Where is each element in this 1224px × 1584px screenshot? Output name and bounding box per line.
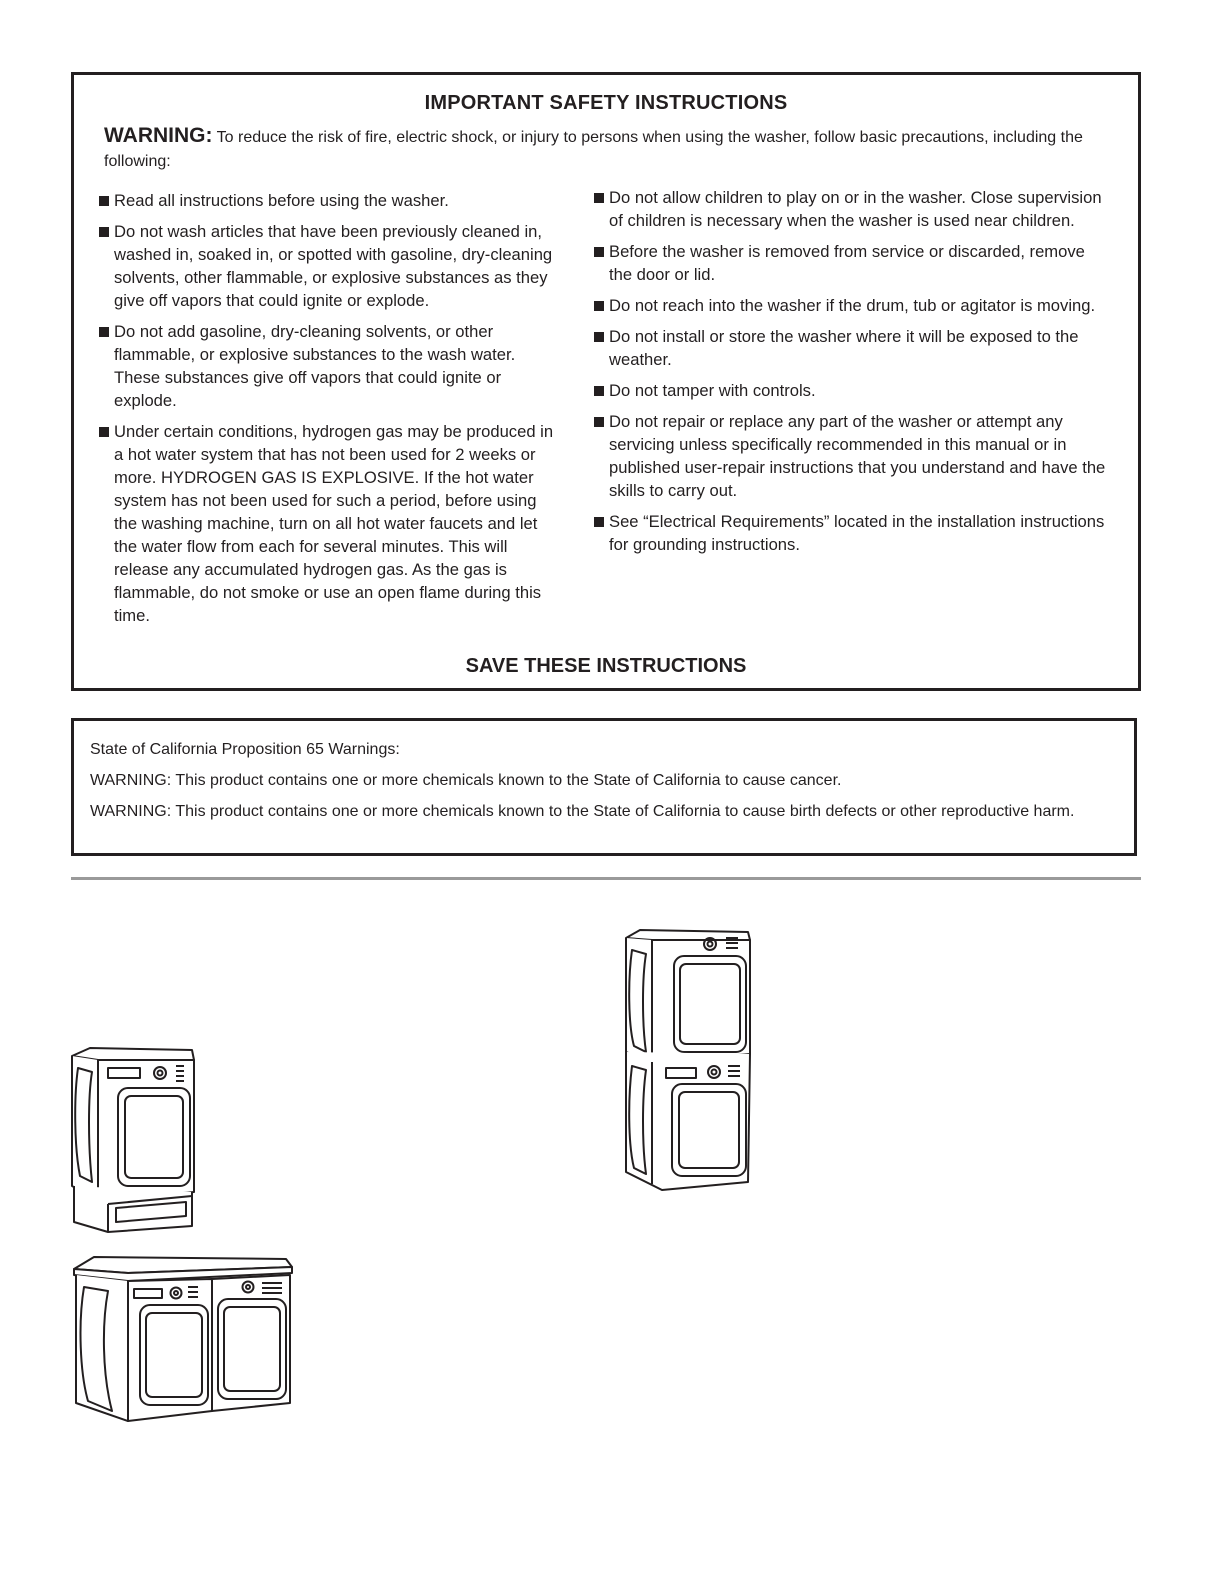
list-item: Do not wash articles that have been previously cleaned in, washed in, soaked in, or spotted with gasoline, dry-cleaning solvents, other flammable, or explosive substances as they give off vapors that could ignite or explode. xyxy=(97,220,557,312)
bullet-square-icon xyxy=(594,417,604,427)
warning-intro xyxy=(104,124,1114,174)
warning-label: WARNING: xyxy=(104,124,213,147)
stacked-washer-dryer-illustration xyxy=(622,928,756,1192)
bullet-square-icon xyxy=(99,427,109,437)
bullet-square-icon xyxy=(594,301,604,311)
safety-title: IMPORTANT SAFETY INSTRUCTIONS xyxy=(424,92,788,114)
list-item: Do not reach into the washer if the drum, tub or agitator is moving. xyxy=(592,294,1112,317)
washer-on-pedestal-illustration xyxy=(68,1046,200,1234)
bullet-square-icon xyxy=(594,332,604,342)
list-item: Under certain conditions, hydrogen gas may be produced in a hot water system that has not been used for 2 weeks or more. HYDROGEN GAS IS EXPLOSIVE. If the hot water system has not been used for such a period, before using the washing machine, turn on all hot water faucets and let the water flow from each for several minutes. This will release any accumulated hydrogen gas. As the gas is flammable, do not smoke or use an open flame during this time. xyxy=(97,420,557,627)
list-item: Read all instructions before using the washer. xyxy=(97,189,557,212)
bullet-square-icon xyxy=(99,227,109,237)
bullet-square-icon xyxy=(594,247,604,257)
list-item: Do not repair or replace any part of the washer or attempt any servicing unless specifically recommended in this manual or in published user-repair instructions that you understand and have the skills to carry out. xyxy=(592,410,1112,502)
save-instructions-heading: SAVE THESE INSTRUCTIONS xyxy=(465,655,747,677)
prop65-birth-defects-warning: WARNING: This product contains one or more chemicals known to the State of California to cause birth defects or other reproductive harm. xyxy=(90,803,1075,820)
bullet-square-icon xyxy=(594,517,604,527)
bullet-square-icon xyxy=(594,386,604,396)
list-item: See “Electrical Requirements” located in the installation instructions for grounding instructions. xyxy=(592,510,1112,556)
left-column xyxy=(97,189,557,635)
prop65-heading: State of California Proposition 65 Warnings: xyxy=(90,741,400,758)
list-item: Do not allow children to play on or in the washer. Close supervision of children is necessary when the washer is used near children. xyxy=(592,186,1112,232)
list-item: Before the washer is removed from service or discarded, remove the door or lid. xyxy=(592,240,1112,286)
list-item: Do not tamper with controls. xyxy=(592,379,1112,402)
prop65-cancer-warning: WARNING: This product contains one or more chemicals known to the State of California to cause cancer. xyxy=(90,772,842,789)
safety-instructions-box xyxy=(71,72,1141,691)
section-divider xyxy=(71,877,1141,880)
side-by-side-washer-dryer-illustration xyxy=(72,1253,294,1425)
bullet-square-icon xyxy=(594,193,604,203)
right-column xyxy=(592,186,1112,564)
warning-text: To reduce the risk of fire, electric shock, or injury to persons when using the washer, follow basic precautions, including the following: xyxy=(104,129,1083,170)
prop65-warning-box xyxy=(71,718,1137,856)
bullet-square-icon xyxy=(99,327,109,337)
list-item: Do not add gasoline, dry-cleaning solvents, or other flammable, or explosive substances to the wash water. These substances give off vapors that could ignite or explode. xyxy=(97,320,557,412)
list-item: Do not install or store the washer where it will be exposed to the weather. xyxy=(592,325,1112,371)
bullet-square-icon xyxy=(99,196,109,206)
